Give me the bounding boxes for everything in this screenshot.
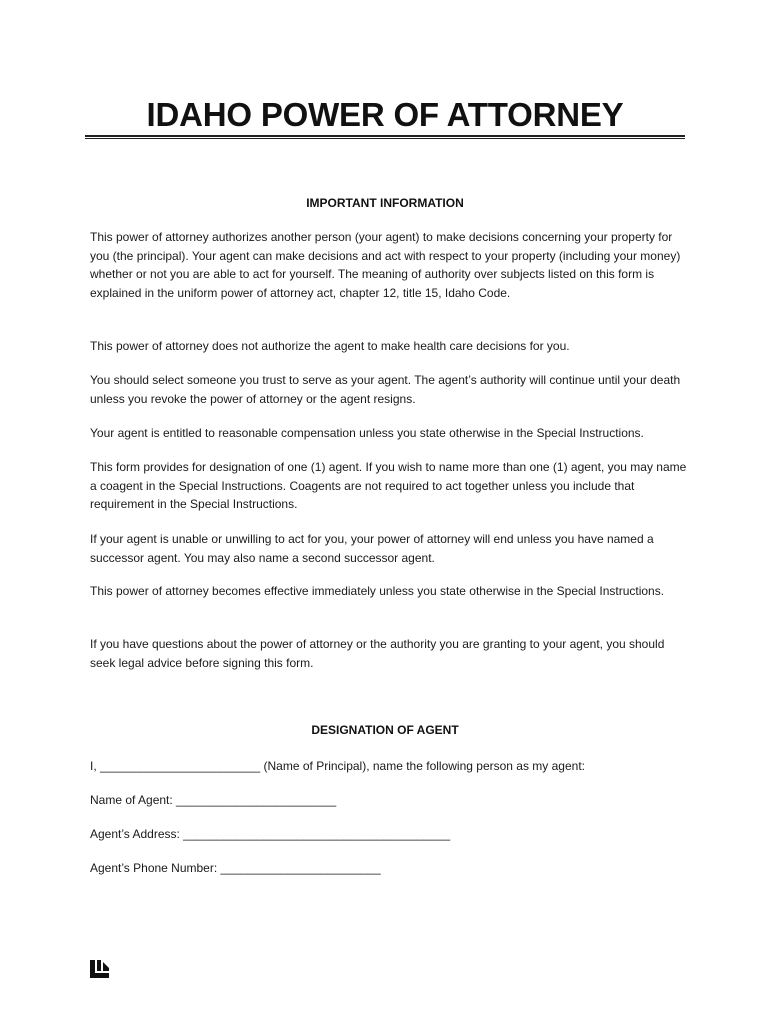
agent-phone-field[interactable]: Agent’s Phone Number: ________________________ [90, 861, 381, 875]
important-information-heading: IMPORTANT INFORMATION [306, 196, 464, 210]
paragraph-2 [90, 337, 690, 356]
paragraph-1 [90, 228, 690, 302]
paragraph-4 [90, 424, 690, 443]
paragraph-text: You should select someone you trust to serve as your agent. The agent’s authority will continue until your death unless you revoke the power of attorney or the agent resigns. [90, 373, 681, 406]
paragraph-text: Your agent is entitled to reasonable compensation unless you state otherwise in the Special Instructions. [90, 426, 644, 440]
paragraph-text: This power of attorney does not authorize the agent to make health care decisions for you. [90, 339, 570, 353]
document-title: IDAHO POWER OF ATTORNEY [146, 96, 624, 133]
paragraph-text: If your agent is unable or unwilling to act for you, your power of attorney will end unless you have named a successor agent. You may also name a second successor agent. [90, 532, 654, 565]
brand-logo-icon [90, 960, 110, 978]
paragraph-text: If you have questions about the power of attorney or the authority you are granting to your agent, you should seek legal advice before signing this form. [90, 637, 665, 670]
paragraph-5 [90, 458, 690, 514]
designation-of-agent-heading: DESIGNATION OF AGENT [311, 723, 459, 737]
paragraph-3 [90, 371, 690, 408]
agent-address-field[interactable]: Agent’s Address: ________________________________________ [90, 827, 451, 841]
paragraph-text: This form provides for designation of one (1) agent. If you wish to name more than one (1) agent, you may name a coagent in the Special Instructions. Coagents are not required to act together unless you include that requirement in the Special Instructions. [90, 460, 687, 511]
agent-name-field[interactable]: Name of Agent: ________________________ [90, 793, 337, 807]
title-underline [85, 135, 685, 139]
paragraph-8 [90, 635, 690, 672]
principal-name-line[interactable]: I, ________________________ (Name of Principal), name the following person as my agent: [90, 759, 585, 773]
paragraph-text: This power of attorney authorizes another person (your agent) to make decisions concerning your property for you (the principal). Your agent can make decisions and act with respect to your property (including your money) whether or not you are able to act for yourself. The meaning of authority over subjects listed on this form is explained in the uniform power of attorney act, chapter 12, title 15, Idaho Code. [90, 230, 681, 300]
paragraph-6 [90, 530, 690, 567]
paragraph-text: This power of attorney becomes effective immediately unless you state otherwise in the Special Instructions. [90, 584, 665, 598]
paragraph-7 [90, 582, 690, 601]
